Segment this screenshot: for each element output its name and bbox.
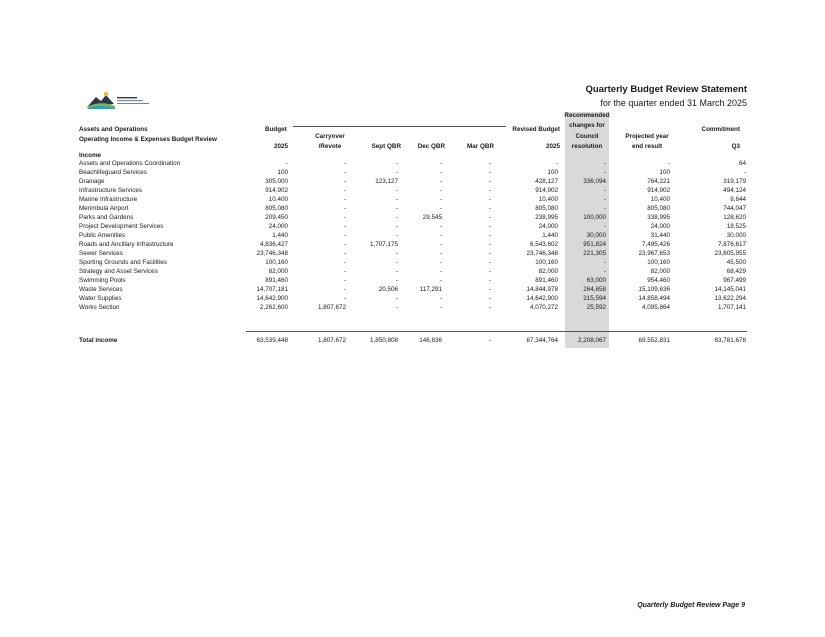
row-label: Total income (79, 337, 118, 344)
council-logo (86, 88, 156, 110)
header-revised-year: 2025 (545, 143, 560, 150)
cell-budget: 100 (277, 169, 288, 176)
cell-recommended: 336,094 (583, 178, 606, 185)
header-commitment: Commitment (701, 126, 740, 133)
table-row (0, 205, 825, 214)
cell-projected: 100,160 (647, 259, 670, 266)
cell-sept: 20,506 (378, 286, 398, 293)
page-footer: Quarterly Budget Review Page 9 (637, 602, 745, 609)
cell-budget: 14,707,181 (256, 286, 288, 293)
cell-carryover: - (343, 232, 346, 239)
cell-dec: - (439, 205, 442, 212)
row-label: Project Development Services (79, 223, 164, 230)
cell-dec: - (439, 268, 442, 275)
cell-recommended: 221,305 (583, 250, 606, 257)
cell-mar: - (488, 277, 491, 284)
header-dec-qbr: Dec QBR (417, 143, 445, 150)
cell-revised: 24,000 (538, 223, 558, 230)
cell-recommended: 2,208,067 (577, 337, 606, 344)
cell-dec: - (439, 232, 442, 239)
total-rule (246, 331, 747, 332)
row-label: Swimming Pools (79, 277, 126, 284)
cell-revised: 4,070,272 (529, 304, 558, 311)
table-row (0, 286, 825, 295)
cell-projected: 7,495,426 (641, 241, 670, 248)
cell-q3: 13,622,294 (714, 295, 746, 302)
cell-mar: - (488, 187, 491, 194)
cell-projected: 15,109,636 (638, 286, 670, 293)
cell-dec: - (439, 295, 442, 302)
cell-carryover: - (343, 277, 346, 284)
cell-revised: 10,400 (538, 196, 558, 203)
row-label: Beachlifeguard Services (79, 169, 147, 176)
cell-dec: 29,545 (422, 214, 442, 221)
section-heading: Assets and Operations (79, 126, 148, 133)
cell-carryover: - (343, 295, 346, 302)
cell-q3: 23,605,955 (714, 250, 746, 257)
cell-carryover: - (343, 205, 346, 212)
cell-dec: - (439, 196, 442, 203)
cell-budget: 1,440 (272, 232, 288, 239)
cell-sept: - (395, 250, 398, 257)
cell-mar: - (488, 304, 491, 311)
cell-sept: 1,707,175 (369, 241, 398, 248)
cell-recommended: - (603, 205, 606, 212)
subsection-heading: Operating Income & Expenses Budget Review (79, 136, 217, 143)
cell-projected: 805,080 (647, 205, 670, 212)
cell-revised: 805,080 (535, 205, 558, 212)
cell-mar: - (488, 250, 491, 257)
cell-budget: 10,400 (268, 196, 288, 203)
table-row (0, 178, 825, 187)
cell-sept: - (395, 268, 398, 275)
cell-projected: 24,000 (650, 223, 670, 230)
cell-revised: 1,440 (542, 232, 558, 239)
cell-q3: 494,124 (723, 187, 746, 194)
header-revised-budget: Revised Budget (512, 126, 560, 133)
cell-budget: 100,160 (265, 259, 288, 266)
cell-q3: 744,047 (723, 205, 746, 212)
cell-mar: - (488, 337, 491, 344)
cell-sept: - (395, 259, 398, 266)
cell-sept: - (395, 205, 398, 212)
row-label: Public Amenities (79, 232, 126, 239)
cell-carryover: - (343, 160, 346, 167)
row-label: Sporting Grounds and Facilities (79, 259, 167, 266)
cell-mar: - (488, 295, 491, 302)
row-label: Infrastructure Services (79, 187, 142, 194)
cell-carryover: - (343, 169, 346, 176)
cell-projected: 31,440 (650, 232, 670, 239)
cell-recommended: - (603, 268, 606, 275)
row-label: Water Supplies (79, 295, 122, 302)
row-label: Waste Services (79, 286, 123, 293)
cell-sept: - (395, 295, 398, 302)
cell-projected: 14,858,494 (638, 295, 670, 302)
cell-sept: - (395, 187, 398, 194)
cell-dec: - (439, 241, 442, 248)
cell-dec: - (439, 178, 442, 185)
cell-sept: 1,850,808 (369, 337, 398, 344)
cell-revised: 82,000 (538, 268, 558, 275)
table-row (0, 160, 825, 169)
cell-q3: 967,499 (723, 277, 746, 284)
row-label: Merimbula Airport (79, 205, 129, 212)
header-q3: Q3 (731, 143, 740, 150)
cell-recommended: - (603, 169, 606, 176)
table-row (0, 169, 825, 178)
cell-q3: 8,644 (730, 196, 746, 203)
cell-dec: - (439, 259, 442, 266)
header-projected-2: end result (631, 143, 663, 150)
cell-budget: 805,080 (265, 205, 288, 212)
cell-projected: - (667, 160, 670, 167)
table-row (0, 232, 825, 241)
row-label: Marine Infrastructure (79, 196, 138, 203)
cell-carryover: 1,807,672 (317, 337, 346, 344)
row-label: Drainage (79, 178, 105, 185)
income-group-label: Income (79, 152, 102, 159)
row-label: Parks and Gardens (79, 214, 134, 221)
cell-sept: - (395, 196, 398, 203)
cell-q3: 64 (738, 160, 746, 167)
cell-sept: - (395, 214, 398, 221)
table-row (0, 196, 825, 205)
header-recommended-3: Council (575, 133, 599, 140)
cell-budget: 14,642,900 (256, 295, 288, 302)
cell-q3: 14,145,041 (714, 286, 746, 293)
cell-carryover: - (343, 223, 346, 230)
header-sept-qbr: Sept QBR (371, 143, 401, 150)
cell-mar: - (488, 160, 491, 167)
cell-sept: - (395, 160, 398, 167)
cell-recommended: 63,000 (586, 277, 606, 284)
cell-revised: 14,844,978 (526, 286, 558, 293)
cell-revised: 100,160 (535, 259, 558, 266)
cell-q3: 319,179 (723, 178, 746, 185)
cell-budget: 209,450 (265, 214, 288, 221)
cell-sept: - (395, 277, 398, 284)
header-carryover: Carryover (315, 133, 345, 140)
cell-sept: - (395, 304, 398, 311)
table-row (0, 304, 825, 313)
cell-revised: 67,344,764 (526, 337, 558, 344)
cell-dec: - (439, 160, 442, 167)
cell-carryover: - (343, 250, 346, 257)
cell-mar: - (488, 169, 491, 176)
cell-budget: 4,836,427 (259, 241, 288, 248)
cell-q3: 1,707,141 (717, 304, 746, 311)
cell-q3: 7,876,617 (717, 241, 746, 248)
cell-dec: - (439, 187, 442, 194)
cell-mar: - (488, 232, 491, 239)
cell-mar: - (488, 214, 491, 221)
header-budget: Budget (265, 126, 287, 133)
header-recommended-1: Recommended (564, 112, 610, 119)
cell-mar: - (488, 241, 491, 248)
cell-q3: - (743, 169, 746, 176)
cell-mar: - (488, 196, 491, 203)
cell-projected: 338,995 (647, 214, 670, 221)
cell-carryover: - (343, 286, 346, 293)
cell-carryover: - (343, 178, 346, 185)
header-revote: /Revote (318, 143, 342, 150)
table-row (0, 223, 825, 232)
cell-budget: 82,000 (268, 268, 288, 275)
cell-projected: 764,221 (647, 178, 670, 185)
cell-sept: - (395, 232, 398, 239)
cell-recommended: - (603, 160, 606, 167)
cell-sept: - (395, 169, 398, 176)
cell-dec: 117,291 (419, 286, 442, 293)
cell-dec: - (439, 223, 442, 230)
cell-mar: - (488, 286, 491, 293)
cell-revised: 428,127 (535, 178, 558, 185)
cell-projected: 69,552,831 (638, 337, 670, 344)
cell-dec: - (439, 277, 442, 284)
header-mar-qbr: Mar QBR (467, 143, 494, 150)
cell-recommended: 25,592 (586, 304, 606, 311)
cell-budget: 891,460 (265, 277, 288, 284)
cell-revised: 891,460 (535, 277, 558, 284)
cell-carryover: - (343, 268, 346, 275)
table-row (0, 214, 825, 223)
row-label: Sewer Services (79, 250, 123, 257)
cell-dec: - (439, 169, 442, 176)
cell-mar: - (488, 205, 491, 212)
cell-carryover: - (343, 214, 346, 221)
cell-carryover: - (343, 259, 346, 266)
cell-mar: - (488, 259, 491, 266)
cell-budget: 63,539,448 (256, 337, 288, 344)
cell-revised: 100 (547, 169, 558, 176)
header-recommended-4: resolution (571, 143, 603, 150)
cell-q3: 68,429 (726, 268, 746, 275)
cell-revised: 914,902 (535, 187, 558, 194)
header-budget-year: 2025 (273, 143, 288, 150)
cell-dec: 146,836 (419, 337, 442, 344)
cell-recommended: 215,594 (583, 295, 606, 302)
cell-revised: 238,995 (535, 214, 558, 221)
row-label: Strategy and Asset Services (79, 268, 158, 275)
cell-projected: 100 (659, 169, 670, 176)
cell-recommended: - (603, 187, 606, 194)
cell-carryover: - (343, 196, 346, 203)
cell-recommended: 264,658 (583, 286, 606, 293)
cell-mar: - (488, 268, 491, 275)
cell-projected: 23,967,653 (638, 250, 670, 257)
header-recommended-2: changes for (569, 122, 605, 129)
cell-recommended: 951,824 (583, 241, 606, 248)
cell-budget: 23,746,348 (256, 250, 288, 257)
cell-recommended: - (603, 196, 606, 203)
row-label: Works Section (79, 304, 120, 311)
cell-recommended: - (603, 223, 606, 230)
cell-revised: 23,746,348 (526, 250, 558, 257)
table-row (0, 187, 825, 196)
table-row (0, 277, 825, 286)
table-row (0, 241, 825, 250)
cell-budget: - (285, 160, 288, 167)
cell-budget: 2,262,600 (259, 304, 288, 311)
total-row (0, 337, 825, 346)
cell-sept: 123,127 (375, 178, 398, 185)
cell-budget: 914,902 (265, 187, 288, 194)
table-row (0, 295, 825, 304)
cell-mar: - (488, 223, 491, 230)
cell-revised: 6,543,602 (529, 241, 558, 248)
cell-revised: - (555, 160, 558, 167)
cell-recommended: - (603, 259, 606, 266)
header-projected-1: Projected year (625, 133, 669, 140)
statement-subtitle: for the quarter ended 31 March 2025 (600, 98, 747, 108)
table-row (0, 250, 825, 259)
cell-revised: 14,642,900 (526, 295, 558, 302)
statement-title: Quarterly Budget Review Statement (585, 84, 747, 95)
table-row (0, 268, 825, 277)
cell-budget: 305,000 (265, 178, 288, 185)
cell-q3: 63,781,678 (714, 337, 746, 344)
cell-q3: 30,000 (726, 232, 746, 239)
cell-projected: 82,000 (650, 268, 670, 275)
cell-projected: 10,400 (650, 196, 670, 203)
cell-q3: 128,620 (723, 214, 746, 221)
cell-recommended: 100,000 (583, 214, 606, 221)
cell-q3: 18,525 (726, 223, 746, 230)
table-row (0, 259, 825, 268)
cell-carryover: 1,807,672 (317, 304, 346, 311)
cell-dec: - (439, 304, 442, 311)
cell-sept: - (395, 223, 398, 230)
cell-projected: 4,095,864 (641, 304, 670, 311)
row-label: Roads and Ancillary Infrastructure (79, 241, 174, 248)
cell-recommended: 30,000 (586, 232, 606, 239)
cell-projected: 914,902 (647, 187, 670, 194)
cell-q3: 45,500 (726, 259, 746, 266)
cell-carryover: - (343, 241, 346, 248)
cell-mar: - (488, 178, 491, 185)
cell-budget: 24,000 (268, 223, 288, 230)
cell-dec: - (439, 250, 442, 257)
row-label: Assets and Operations Coordination (79, 160, 181, 167)
cell-projected: 954,460 (647, 277, 670, 284)
cell-carryover: - (343, 187, 346, 194)
qbr-header-rule (293, 126, 506, 127)
